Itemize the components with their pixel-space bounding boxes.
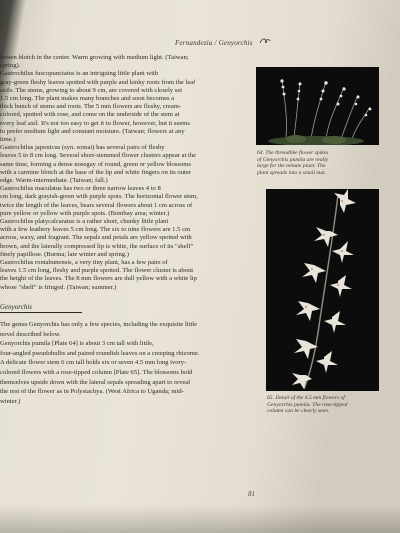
- text-line: spring).: [0, 62, 21, 70]
- text-line: edge. Warm-intermediate. (Taiwan; fall.): [0, 177, 108, 185]
- text-line: across, waxy, and fragrant. The sepals and petals are yellow spotted with: [0, 234, 192, 242]
- text-line: leaves 5 to 8 cm long. Several short-stemmed flower clusters appear at the: [0, 152, 197, 160]
- plate-65-image: [266, 189, 379, 391]
- text-line: same time, forming a dense nosegay of round, green or yellow blossoms: [0, 160, 191, 168]
- text-line: Genyorchis pumila [Plate 64] is about 3 cm tall with little,: [0, 340, 154, 348]
- plate-64-image: [256, 67, 379, 145]
- running-head: [175, 37, 271, 47]
- text-line: colored, spotted with rose, and come on the underside of the stem at: [0, 111, 180, 119]
- section-rule: [0, 312, 82, 313]
- text-line: winter.): [0, 397, 21, 405]
- plate-65-photo: [266, 189, 379, 391]
- section-title: Genyorchis: [0, 303, 33, 311]
- text-line: thick bunch of stems and roots. The 5 mm flowers are fleshy, cream-: [0, 103, 182, 111]
- text-line: four-angled pseudobulbs and paired roundish leaves on a creeping rhizome.: [0, 349, 200, 357]
- text-line: colored flowers with a rose-tipped column [Plate 65]. The blossoms hold: [0, 368, 193, 376]
- lower-text-column: [0, 320, 300, 406]
- text-line: brown blotch in the center. Warm growing with medium light. (Taiwan;: [0, 54, 189, 61]
- text-line: Gastrochilus fuscopunctatus is an intriguing little plant with: [0, 70, 159, 78]
- text-line: themselves upside down with the lateral sepals spreading apart to reveal: [0, 378, 191, 386]
- text-line: the height of the leaves. The 8 mm flowers are dull yellow with a white lip: [0, 275, 197, 283]
- text-line: every leaf axil. It's not too easy to get it to flower, however, but it seems: [0, 119, 190, 127]
- text-line: Gastrochilus maculatus has two or three narrow leaves 4 to 8: [0, 185, 161, 193]
- page-shadow: [0, 505, 400, 533]
- text-line: leaves 1.5 cm long, fleshy and purple spotted. The flower cluster is about: [0, 267, 194, 275]
- text-line: with a carmine blotch at the base of the lip and white fingers on its outer: [0, 168, 191, 176]
- plate-65-caption: 65. Detail of the 4.5 mm flowers of Genyorchis pumila. The rose-tipped column can be clearly seen.: [267, 395, 348, 415]
- text-line: 1.5 cm long. The plant makes many branches and soon becomes a: [0, 95, 175, 103]
- plate-64-photo: [256, 67, 379, 145]
- running-head-text: Fernandezia / Genyorchis: [175, 39, 253, 47]
- text-line: cm long, dark grayish-green with purple spots. The horizontal flower stem,: [0, 193, 198, 201]
- text-line: novel described below.: [0, 330, 61, 338]
- text-line: finely papillose. (Burma; late winter and spring.): [0, 250, 129, 258]
- text-line: time.): [0, 136, 16, 144]
- text-line: with a few leathery leaves 5 cm long. The six to nine flowers are 1.5 cm: [0, 226, 191, 234]
- text-line: to prefer medium light and constant moisture. (Taiwan; flowers at any: [0, 127, 185, 135]
- text-line: twice the length of the leaves, bears several flowers about 1 cm across of: [0, 201, 193, 209]
- text-line: axils. The stems, growing to about 9 cm, are covered with closely set: [0, 86, 183, 94]
- text-line: Gastrochilus japonicus (syn. somai) has several pairs of fleshy: [0, 144, 165, 152]
- text-line: Gastrochilus platycalcaratus is a rather short, chunky little plant: [0, 218, 169, 226]
- text-line: A delicate flower stem 6 cm tall holds six or seven 4.5 mm long ivory-: [0, 359, 187, 367]
- text-line: The genus Genyorchis has only a few species, including the exquisite little: [0, 321, 198, 328]
- text-line: whose "shelf" is fringed. (Taiwan; summer.): [0, 283, 117, 291]
- text-line: the rest of the flower as in Polystachya. (West Africa to Uganda; mid-: [0, 388, 184, 396]
- plate-64-caption: 64. The threadlike flower spikes of Genyorchis pumila are really large for the minute plant. The plant spreads into a small mat.: [257, 150, 329, 176]
- orchid-ornament-icon: [259, 37, 271, 47]
- main-text-column: [0, 54, 252, 292]
- text-line: Gastrochilus rontabunensis, a very tiny plant, has a few pairs of: [0, 259, 168, 267]
- text-line: gray-green fleshy leaves spotted with purple and kinky roots from the leaf: [0, 78, 196, 86]
- page-number: 81: [248, 490, 255, 498]
- text-line: pure yellow or yellow with purple spots. (Bombay area; winter.): [0, 209, 170, 217]
- text-line: brown, and the laterally compressed lip is white, the surface of its "shelf": [0, 242, 194, 250]
